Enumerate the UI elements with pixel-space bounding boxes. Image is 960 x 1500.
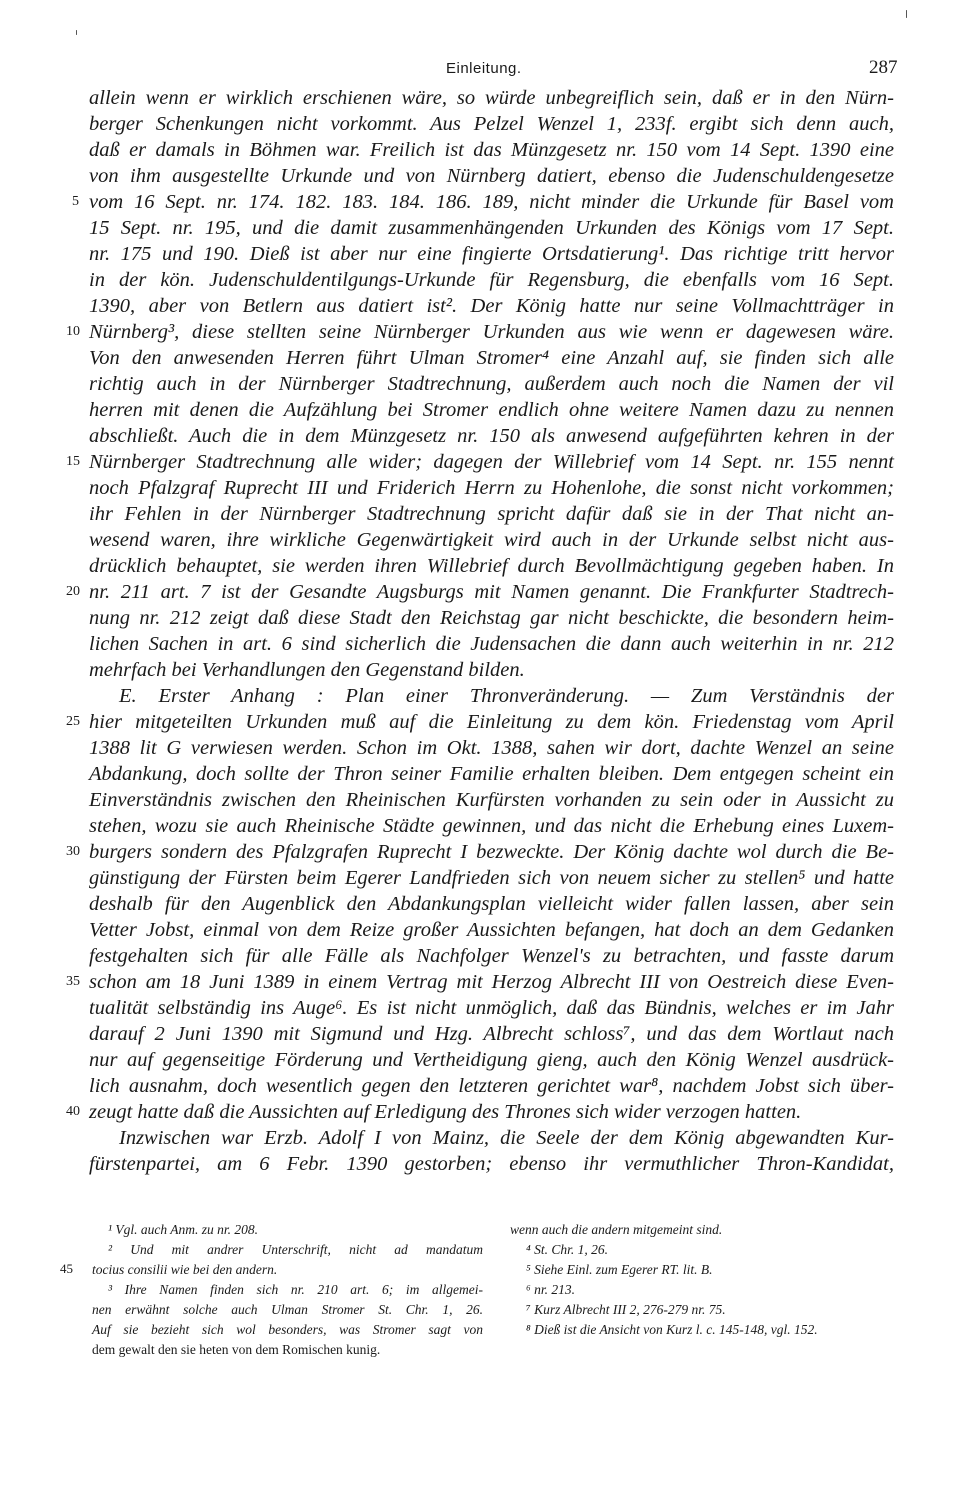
body-line: fürstenpartei, am 6 Febr. 1390 gestorben; ebenso ihr vermuthlicher Thron-Kandidat, [89,1153,894,1175]
footnote-line: ⁵ Siehe Einl. zum Egerer RT. lit. B. [526,1262,713,1277]
body-line: zeugt hatte daß die Aussichten auf Erledigung des Thrones sich wider verzogen hatten. [89,1101,802,1123]
body-line: ihr Fehlen in der Nürnberger Stadtrechnung spricht dafür daß sie in der That nicht an- [89,503,894,525]
body-line: 15 Sept. nr. 195, und die damit zusammenhängenden Urkunden des Königs vom 17 Sept. [89,217,894,239]
body-line: Nürnberg³, diese stellten seine Nürnberger Urkunden aus wie wenn er dagewesen wäre. [89,321,894,343]
body-line: von ihm ausgestellte Urkunde und von Nürnberg datiert, ebenso die Judenschuldengesetze [89,165,894,187]
line-number: 15 [66,454,80,469]
body-line: noch Pfalzgraf Ruprecht III und Friderich Herrn zu Hohenlohe, die sonst nicht vorkommen; [89,477,894,499]
body-line: festgehalten sich für alle Fälle als Nachfolger Wenzel's zu betrachten, und fasste darum [89,945,894,967]
line-number: 40 [66,1104,80,1119]
body-line: vom 16 Sept. nr. 174. 182. 183. 184. 186. 189, nicht minder die Urkunde für Basel vom [89,191,894,213]
footnote-line: ⁴ St. Chr. 1, 26. [526,1242,608,1257]
line-number: 30 [66,844,80,859]
body-line: Von den anwesenden Herren führt Ulman Stromer⁴ eine Anzahl auf, sie finden sich alle [89,347,894,369]
footnote-line: dem gewalt den sie heten von dem Romischen kunig. [92,1342,381,1357]
footnote-line: ⁶ nr. 213. [526,1282,575,1297]
footnote-line: nen erwähnt solche auch Ulman Stromer St. Chr. 1, 26. [92,1302,483,1317]
footnote-line: ⁸ Dieß ist die Ansicht von Kurz l. c. 145-148, vgl. 152. [526,1322,818,1337]
body-line: wesend waren, ihre wirkliche Gegenwärtigkeit wird auch in der Urkunde selbst nicht aus- [89,529,894,551]
body-line: tualität selbständig ins Auge⁶. Es ist nicht unmöglich, daß das Bündnis, welches er im Jahr [89,997,894,1019]
body-line: daß er damals in Böhmen war. Freilich ist das Münzgesetz nr. 150 vom 14 Sept. 1390 eine [89,139,894,161]
body-line: nr. 211 art. 7 ist der Gesandte Augsburgs mit Namen genannt. Die Frankfurter Stadtrech- [89,581,894,603]
body-line: 1388 lit G verwiesen werden. Schon im Okt. 1388, sahen wir dort, dachte Wenzel an seine [89,737,894,759]
body-line: richtig auch in der Nürnberger Stadtrechnung, außerdem auch noch die Namen der vil [89,373,894,395]
body-line: herren mit denen die Aufzählung bei Stromer endlich ohne weitere Namen dazu zu nennen [89,399,894,421]
body-line: lichen Sachen in art. 6 sind sicherlich die Judensachen die dann auch weiterhin in nr. 212 [89,633,894,655]
body-line: nung nr. 212 zeigt daß diese Stadt den Reichstag gar nicht beschickte, die besondern heim- [89,607,894,629]
body-line: Vetter Jobst, einmal von dem Reize großer Aussichten befangen, hat doch an dem Gedanken [89,919,894,941]
section-heading-line: E. Erster Anhang : Plan einer Thronveränderung. — Zum Verständnis der [119,685,894,707]
footnote-line: tocius consilii wie bei den andern. [92,1262,278,1277]
body-line: in der kön. Judenschuldentilgungs-Urkunde für Regensburg, die ebenfalls vom 16 Sept. [89,269,894,291]
body-line: stehen, wozu sie auch Rheinische Städte gewinnen, und das nicht die Erhebung eines Luxem- [89,815,894,837]
footnote-line: ¹ Vgl. auch Anm. zu nr. 208. [108,1222,259,1237]
body-line: Inzwischen war Erzb. Adolf I von Mainz, die Seele der dem König abgewandten Kur- [119,1127,894,1149]
page-number: 287 [869,57,898,78]
body-line: Abdankung, doch sollte der Thron seiner Familie erhalten bleiben. Dem entgegen scheint ein [89,763,894,785]
body-line: mehrfach bei Verhandlungen den Gegenstand bilden. [89,659,525,681]
body-line: günstigung der Fürsten beim Egerer Landfrieden sich von neuem sicher zu stellen⁵ und hatte [89,867,894,889]
body-line: deshalb für den Augenblick den Abdankungsplan vielleicht wider fallen lassen, aber sein [89,893,894,915]
footnote-line: Auf sie bezieht sich wol besonders, was Stromer sagt von [92,1322,483,1337]
body-line: berger Schenkungen nicht vorkommt. Aus Pelzel Wenzel 1, 233f. ergibt sich denn auch, [89,113,894,135]
body-line: hier mitgeteilten Urkunden muß auf die Einleitung zu dem kön. Friedenstag vom April [89,711,894,733]
running-title: Einleitung. [446,60,522,77]
body-line: Einverständnis zwischen den Rheinischen Kurfürsten vorhanden zu sein oder in Aussicht zu [89,789,894,811]
body-line: allein wenn er wirklich erschienen wäre, so würde unbegreiflich sein, daß er in den Nürn- [89,87,894,109]
body-line: drücklich behauptet, sie werden ihren Willebrief durch Bevollmächtigung gegeben haben. In [89,555,894,577]
line-number: 45 [60,1261,73,1276]
body-line: abschließt. Auch die in dem Münzgesetz nr. 150 als anwesend aufgeführten kehren in der [89,425,894,447]
line-number: 5 [72,194,79,209]
body-line: burgers sondern des Pfalzgrafen Ruprecht I bezweckte. Der König dachte wol durch die Be- [89,841,894,863]
line-number: 10 [66,324,80,339]
scan-mark [906,10,907,18]
body-line: darauf 2 Juni 1390 mit Sigmund und Hzg. Albrecht schloss⁷, und das dem Wortlaut nach [89,1023,894,1045]
body-line: schon am 18 Juni 1389 in einem Vertrag mit Herzog Albrecht III von Oestreich diese Even- [89,971,894,993]
footnote-line: ² Und mit andrer Unterschrift, nicht ad mandatum [108,1242,483,1257]
line-number: 35 [66,974,80,989]
body-line: lich ausnahm, doch wesentlich gegen den letzteren gerichtet war⁸, nachdem Jobst sich über- [89,1075,894,1097]
body-line: Nürnberger Stadtrechnung alle wider; dagegen der Willebrief vom 14 Sept. nr. 155 nennt [89,451,894,473]
line-number: 20 [66,584,80,599]
footnote-line: ³ Ihre Namen finden sich nr. 210 art. 6; im allgemei- [108,1282,483,1297]
body-line: nur auf gegenseitige Förderung und Vertheidigung gieng, auch den König Wenzel ausdrück- [89,1049,894,1071]
body-line: 1390, aber von Betlern aus datiert ist². Der König hatte nur seine Vollmachtträger in [89,295,894,317]
line-number: 25 [66,714,80,729]
scan-mark [76,30,77,35]
footnote-line: wenn auch die andern mitgemeint sind. [510,1222,723,1237]
footnote-line: ⁷ Kurz Albrecht III 2, 276-279 nr. 75. [526,1302,726,1317]
body-line: nr. 175 und 190. Dieß ist aber nur eine fingierte Ortsdatierung¹. Das richtige tritt hervor [89,243,894,265]
